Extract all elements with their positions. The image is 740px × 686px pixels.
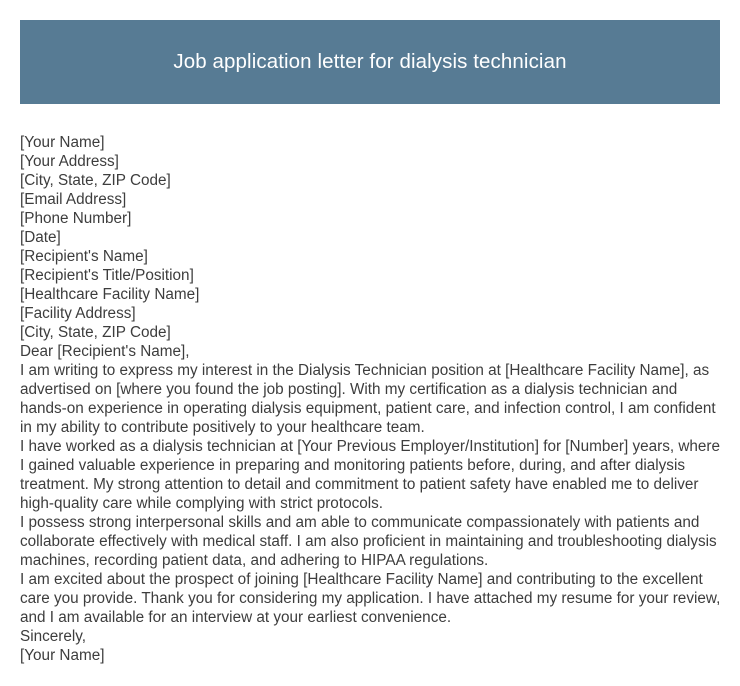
recipient-block <box>20 247 726 342</box>
recipient-city-state-zip: [City, State, ZIP Code] <box>20 324 171 341</box>
signature: [Your Name] <box>20 647 105 664</box>
recipient-title: [Recipient's Title/Position] <box>20 267 194 284</box>
sender-email: [Email Address] <box>20 191 127 208</box>
title-banner <box>20 20 720 104</box>
sender-city-state-zip: [City, State, ZIP Code] <box>20 172 171 189</box>
paragraph-closing: I am excited about the prospect of joining [Healthcare Facility Name] and contributing to the excellent care you provide. Thank you for considering my application. I have attached my resume for your review, and I am available for an interview at your earliest convenience. <box>20 571 721 626</box>
paragraph-experience: I have worked as a dialysis technician at [Your Previous Employer/Institution] for [Number] years, where I gained valuable experience in preparing and monitoring patients before, during, and after dialysis treatment. My strong attention to detail and commitment to patient safety have enabled me to deliver high-quality care while complying with strict protocols. <box>20 438 721 512</box>
page-title: Job application letter for dialysis technician <box>173 50 567 73</box>
letter-body <box>20 133 726 665</box>
sender-address: [Your Address] <box>20 153 119 170</box>
closing: Sincerely, <box>20 628 87 645</box>
sender-block <box>20 133 726 247</box>
letter-date: [Date] <box>20 229 61 246</box>
sender-name: [Your Name] <box>20 134 105 151</box>
paragraph-intro: I am writing to express my interest in the Dialysis Technician position at [Healthcare Facility Name], as advertised on [where you found the job posting]. With my certification as a dialysis technician and hands-on experience in operating dialysis equipment, patient care, and infection control, I am confident in my ability to contribute positively to your healthcare team. <box>20 362 716 436</box>
recipient-name: [Recipient's Name] <box>20 248 148 265</box>
facility-address: [Facility Address] <box>20 305 136 322</box>
sender-phone: [Phone Number] <box>20 210 132 227</box>
paragraph-skills: I possess strong interpersonal skills and am able to communicate compassionately with patients and collaborate effectively with medical staff. I am also proficient in maintaining and troubleshooting dialysis machines, recording patient data, and adhering to HIPAA regulations. <box>20 514 717 569</box>
salutation: Dear [Recipient's Name], <box>20 343 190 360</box>
facility-name: [Healthcare Facility Name] <box>20 286 200 303</box>
